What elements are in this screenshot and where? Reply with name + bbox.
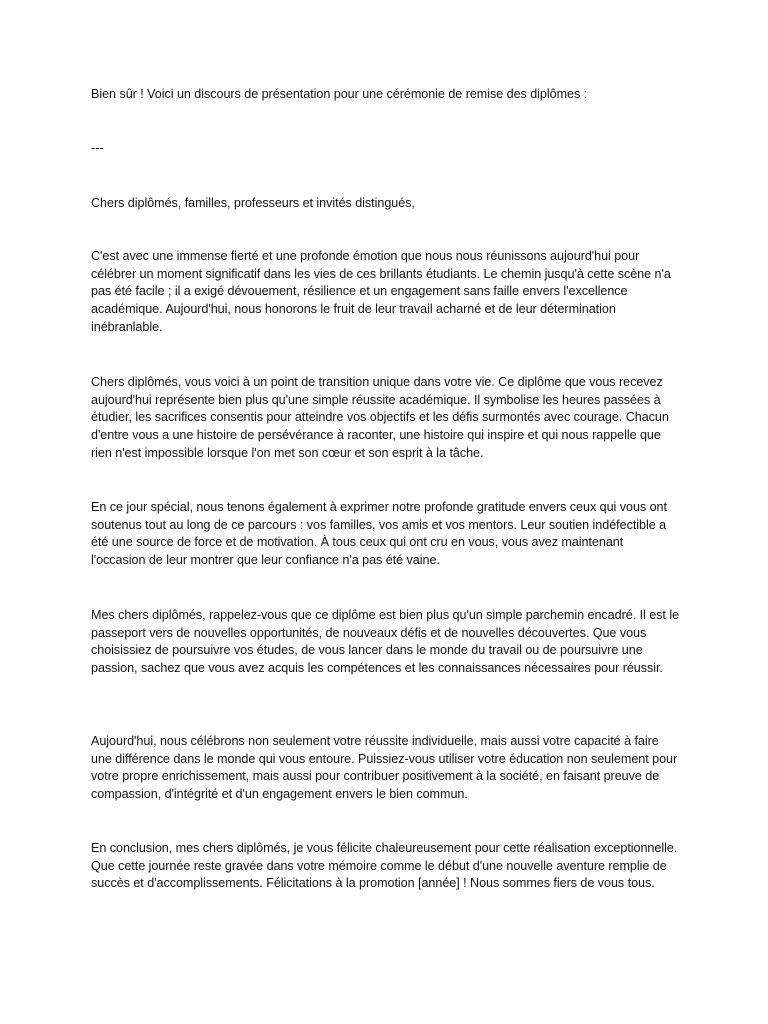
speech-paragraph: C'est avec une immense fierté et une profonde émotion que nous nous réunissons aujourd'hui pour célébrer un moment significatif dans les vies de ces brillants étudiants. Le chemin jusqu'à cette scène n'a pas été facile ; il a exigé dévouement, résilience et un engagement sans faille envers l'excellence académique. Aujourd'hui, nous honorons le fruit de leur travail acharné et de leur détermination inébranlable. [91, 249, 671, 334]
intro-line: Bien sûr ! Voici un discours de présentation pour une cérémonie de remise des diplômes : [91, 87, 588, 101]
speech-paragraph: Mes chers diplômés, rappelez-vous que ce diplôme est bien plus qu'un simple parchemin encadré. Il est le passeport vers de nouvelles opportunités, de nouveaux défis et de nouvelles découvertes. Que vous choisissiez de poursuivre vos études, de vous lancer dans le monde du travail ou de poursuivre une passion, sachez que vous avez acquis les compétences et les connaissances nécessaires pour réussir. [91, 608, 680, 676]
speech-paragraph: En ce jour spécial, nous tenons également à exprimer notre profonde gratitude envers ceux qui vous ont soutenus tout au long de ce parcours : vos familles, vos amis et vos mentors. Leur soutien indéfectible a été une source de force et de motivation. À tous ceux qui ont cru en vous, vous avez maintenant l'occasion de leur montrer que leur confiance n'a pas été vaine. [91, 500, 667, 568]
speech-paragraph: En conclusion, mes chers diplômés, je vous félicite chaleureusement pour cette réalisation exceptionnelle. Que cette journée reste gravée dans votre mémoire comme le début d'une nouvelle aventure remplie de succès et d'accomplissements. Félicitations à la promotion [année] ! Nous sommes fiers de vous tous. [91, 841, 678, 891]
speech-paragraph: Aujourd'hui, nous célébrons non seulement votre réussite individuelle, mais aussi votre capacité à faire une différence dans le monde qui vous entoure. Puissiez-vous utiliser votre éducation non seulement pour votre propre enrichissement, mais aussi pour contribuer positivement à la société, en faisant preuve de compassion, d'intégrité et d'un engagement envers le bien commun. [91, 734, 678, 802]
separator-line: --- [91, 141, 104, 155]
salutation-line: Chers diplômés, familles, professeurs et invités distingués, [91, 196, 415, 210]
speech-paragraph: Chers diplômés, vous voici à un point de transition unique dans votre vie. Ce diplôme que vous recevez aujourd'hui représente bien plus qu'une simple réussite académique. Il symbolise les heures passées à étudier, les sacrifices consentis pour atteindre vos objectifs et les défis surmontés avec courage. Chacun d'entre vous a une histoire de persévérance à raconter, une histoire qui inspire et qui nous rappelle que rien n'est impossible lorsque l'on met son cœur et son esprit à la tâche. [91, 375, 669, 460]
